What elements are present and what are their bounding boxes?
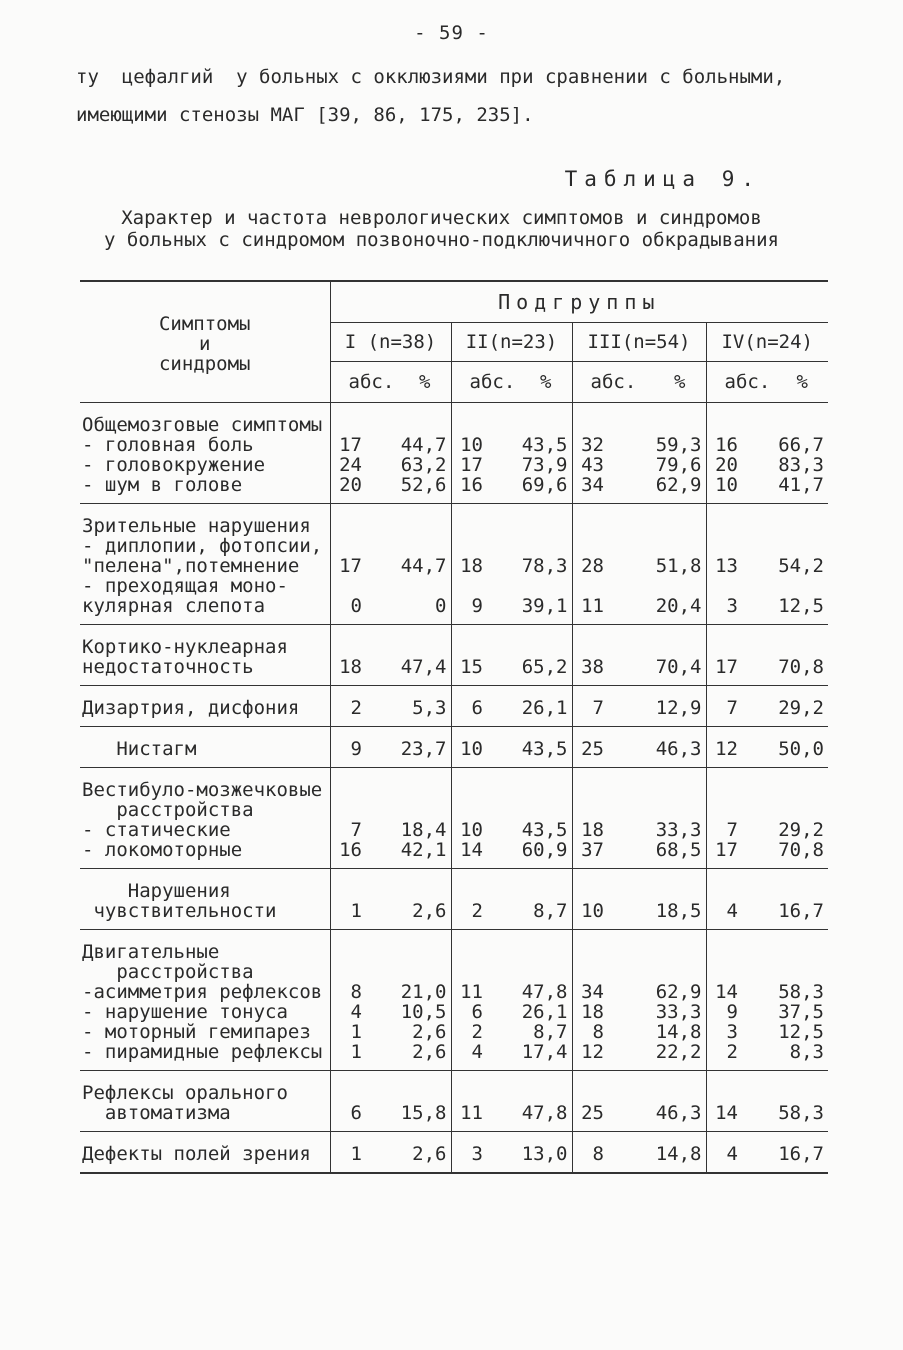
abs-value: 13 3	[706, 504, 746, 625]
abs-value: 32 43 34	[572, 403, 612, 504]
pct-value: 16,7	[746, 869, 828, 930]
pct-value: 44,7 63,2 52,6	[370, 403, 451, 504]
abs-value: 8 4 1 1	[330, 930, 370, 1071]
unit-header-4	[706, 362, 828, 403]
table-row	[80, 403, 828, 504]
pct-value: 65,2	[491, 625, 572, 686]
group-header-2: II(n=23)	[451, 323, 572, 362]
pct-value: 13,0	[491, 1132, 572, 1174]
group-header-1: I (n=38)	[330, 323, 451, 362]
abs-value: 18 37	[572, 768, 612, 869]
pct-value: 15,8	[370, 1071, 451, 1132]
pct-value: 18,4 42,1	[370, 768, 451, 869]
abs-value: 11	[451, 1071, 491, 1132]
abs-value: 18 9	[451, 504, 491, 625]
pct-value: 46,3	[612, 727, 706, 768]
pct-value: 2,6	[370, 1132, 451, 1174]
abs-value: 3	[451, 1132, 491, 1174]
abs-value: 16 20 10	[706, 403, 746, 504]
abs-value: 14	[706, 1071, 746, 1132]
pct-value: 16,7	[746, 1132, 828, 1174]
abs-value: 38	[572, 625, 612, 686]
pct-value: 33,3 68,5	[612, 768, 706, 869]
pct-value: 29,2	[746, 686, 828, 727]
pct-value: 2,6	[370, 869, 451, 930]
table-row	[80, 686, 828, 727]
pct-value: 47,8 26,1 8,7 17,4	[491, 930, 572, 1071]
pct-value: 44,7 0	[370, 504, 451, 625]
abs-value: 6	[451, 686, 491, 727]
pct-value: 66,7 83,3 41,7	[746, 403, 828, 504]
abs-value: 17 24 20	[330, 403, 370, 504]
pct-value: 78,3 39,1	[491, 504, 572, 625]
abs-label: абс.	[724, 371, 771, 393]
symptom-cell: Дизартрия, дисфония	[80, 686, 330, 727]
pct-value: 12,9	[612, 686, 706, 727]
abs-value: 7	[706, 686, 746, 727]
group-header-4: IV(n=24)	[706, 323, 828, 362]
symptom-cell: Двигательные расстройства -асимметрия рефлексов - нарушение тонуса - моторный гемипарез - пирамидные рефлексы	[80, 930, 330, 1071]
symptom-cell: Кортико-нуклеарная недостаточность	[80, 625, 330, 686]
table-row	[80, 504, 828, 625]
abs-value: 10 14	[451, 768, 491, 869]
table-row	[80, 625, 828, 686]
pct-value: 26,1	[491, 686, 572, 727]
unit-header-3	[572, 362, 706, 403]
pct-value: 43,5	[491, 727, 572, 768]
symptoms-header-text: Симптомы и синдромы	[158, 313, 251, 375]
abs-value: 11 6 2 4	[451, 930, 491, 1071]
abs-value: 25	[572, 727, 612, 768]
pct-value: 58,3	[746, 1071, 828, 1132]
pct-label: %	[419, 371, 431, 393]
symptom-cell: Нарушения чувствительности	[80, 869, 330, 930]
symptom-cell: Вестибуло-мозжечковые расстройства - статические - локомоторные	[80, 768, 330, 869]
pct-value: 8,7	[491, 869, 572, 930]
symptom-cell: Дефекты полей зрения	[80, 1132, 330, 1174]
pct-label: %	[796, 371, 808, 393]
abs-value: 17 0	[330, 504, 370, 625]
pct-value: 43,5 60,9	[491, 768, 572, 869]
symptom-cell: Нистагм	[80, 727, 330, 768]
symptoms-header	[80, 281, 330, 403]
abs-value: 34 18 8 12	[572, 930, 612, 1071]
table-number: Таблица 9.	[564, 167, 761, 191]
pct-value: 59,3 79,6 62,9	[612, 403, 706, 504]
abs-value: 7 16	[330, 768, 370, 869]
page-number: - 59 -	[414, 22, 489, 44]
abs-value: 12	[706, 727, 746, 768]
table-row	[80, 1132, 828, 1174]
abs-value: 17	[706, 625, 746, 686]
pct-value: 47,8	[491, 1071, 572, 1132]
pct-value: 70,8	[746, 625, 828, 686]
paragraph-line-1: ту цефалгий у больных с окклюзиями при сравнении с больными,	[76, 66, 786, 88]
abs-value: 1	[330, 869, 370, 930]
pct-value: 21,0 10,5 2,6 2,6	[370, 930, 451, 1071]
pct-value: 18,5	[612, 869, 706, 930]
table-row	[80, 768, 828, 869]
pct-value: 70,4	[612, 625, 706, 686]
table-caption-line-1: Характер и частота неврологических симптомов и синдромов	[121, 207, 762, 229]
pct-label: %	[540, 371, 552, 393]
table-row	[80, 869, 828, 930]
abs-value: 7 17	[706, 768, 746, 869]
abs-value: 4	[706, 869, 746, 930]
pct-value: 5,3	[370, 686, 451, 727]
abs-value: 15	[451, 625, 491, 686]
abs-value: 8	[572, 1132, 612, 1174]
abs-value: 6	[330, 1071, 370, 1132]
pct-value: 62,9 33,3 14,8 22,2	[612, 930, 706, 1071]
pct-label: %	[674, 371, 686, 393]
abs-value: 1	[330, 1132, 370, 1174]
abs-value: 4	[706, 1132, 746, 1174]
pct-value: 54,2 12,5	[746, 504, 828, 625]
table-row	[80, 727, 828, 768]
abs-label: абс.	[348, 371, 395, 393]
table-caption-line-2: у больных с синдромом позвоночно-подключичного обкрадывания	[104, 229, 779, 251]
unit-header-2	[451, 362, 572, 403]
abs-value: 10 17 16	[451, 403, 491, 504]
abs-value: 18	[330, 625, 370, 686]
abs-value: 7	[572, 686, 612, 727]
pct-value: 51,8 20,4	[612, 504, 706, 625]
abs-value: 14 9 3 2	[706, 930, 746, 1071]
pct-value: 14,8	[612, 1132, 706, 1174]
symptoms-table	[80, 280, 828, 1174]
unit-header-1	[330, 362, 451, 403]
abs-value: 9	[330, 727, 370, 768]
pct-value: 23,7	[370, 727, 451, 768]
abs-value: 2	[451, 869, 491, 930]
pct-value: 46,3	[612, 1071, 706, 1132]
abs-value: 10	[451, 727, 491, 768]
table-row	[80, 1071, 828, 1132]
abs-label: абс.	[469, 371, 516, 393]
abs-value: 10	[572, 869, 612, 930]
subgroups-header: Подгруппы	[330, 281, 828, 323]
pct-value: 50,0	[746, 727, 828, 768]
table-row	[80, 930, 828, 1071]
symptom-cell: Рефлексы орального автоматизма	[80, 1071, 330, 1132]
symptom-cell: Общемозговые симптомы - головная боль - головокружение - шум в голове	[80, 403, 330, 504]
abs-value: 2	[330, 686, 370, 727]
abs-value: 25	[572, 1071, 612, 1132]
pct-value: 29,2 70,8	[746, 768, 828, 869]
symptom-cell: Зрительные нарушения - диплопии, фотопсии, "пелена",потемнение - преходящая моно- кулярная слепота	[80, 504, 330, 625]
pct-value: 47,4	[370, 625, 451, 686]
pct-value: 43,5 73,9 69,6	[491, 403, 572, 504]
abs-value: 28 11	[572, 504, 612, 625]
group-header-3: III(n=54)	[572, 323, 706, 362]
abs-label: абс.	[590, 371, 637, 393]
pct-value: 58,3 37,5 12,5 8,3	[746, 930, 828, 1071]
paragraph-line-2: имеющими стенозы МАГ [39, 86, 175, 235].	[76, 104, 534, 126]
